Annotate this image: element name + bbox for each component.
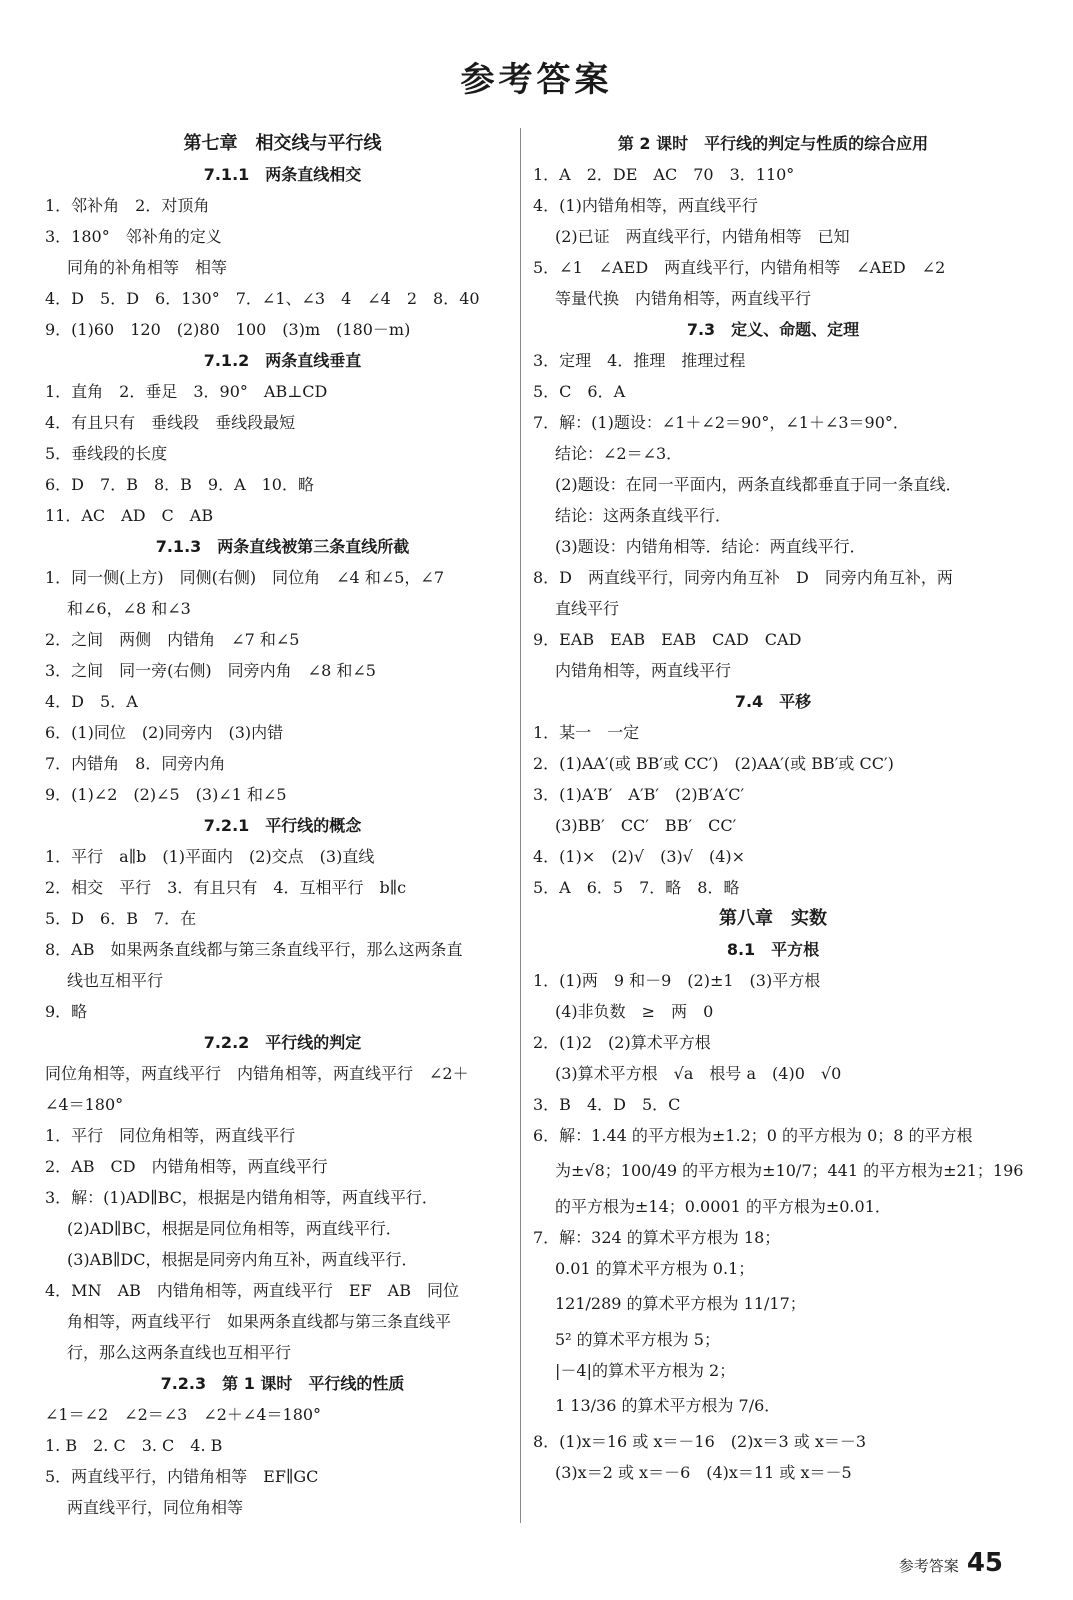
answer-line: 9．EAB EAB EAB CAD CAD [533,630,802,649]
answer-line: 2．之间 两侧 内错角 ∠7 和∠5 [45,630,300,649]
answer-line: 1 13/36 的算术平方根为 7/6． [555,1396,781,1415]
answer-line: 2．(1)AA′(或 BB′或 CC′) (2)AA′(或 BB′或 CC′) [533,754,894,773]
answer-line: 5² 的算术平方根为 5； [555,1330,720,1349]
answer-line: 4．(1)内错角相等，两直线平行 [533,196,758,215]
answer-line: (3)AB∥DC，根据是同旁内角互补，两直线平行． [67,1250,418,1269]
answer-line: 8．(1)x＝16 或 x＝－16 (2)x＝3 或 x＝－3 [533,1432,867,1451]
answer-line: 7．解：324 的算术平方根为 18； [533,1228,781,1247]
answer-line: (3)x＝2 或 x＝－6 (4)x＝11 或 x＝－5 [555,1463,852,1482]
section-heading: 7.1.3 两条直线被第三条直线所截 [155,537,410,556]
section-heading: 7.2.3 第 1 课时 平行线的性质 [160,1374,405,1393]
answer-line: 121/289 的算术平方根为 11/17； [555,1294,806,1313]
section-heading: 7.3 定义、命题、定理 [686,320,860,339]
section-heading: 7.1.2 两条直线垂直 [203,351,362,370]
section-heading: 7.4 平移 [734,692,812,711]
answer-line: 内错角相等，两直线平行 [555,661,732,680]
answer-line: 3．之间 同一旁(右侧) 同旁内角 ∠8 和∠5 [45,661,376,680]
answer-line: 5．两直线平行，内错角相等 EF∥GC [45,1467,319,1486]
answer-line: 4．有且只有 垂线段 垂线段最短 [45,413,296,432]
section-heading: 第八章 实数 [719,908,827,929]
answer-line: 2．(1)2 (2)算术平方根 [533,1033,711,1052]
answer-line: 5．D 6．B 7．在 [45,909,197,928]
answer-line: 1．同一侧(上方) 同侧(右侧) 同位角 ∠4 和∠5，∠7 [45,568,444,587]
answer-line: ∠4＝180° [45,1095,124,1114]
answer-line: 和∠6，∠8 和∠3 [67,599,191,618]
answer-line: 4．D 5．A [45,692,138,711]
answer-line: 3．(1)A′B′ A′B′ (2)B′A′C′ [533,785,745,804]
answer-line: 3．解：(1)AD∥BC，根据是内错角相等，两直线平行． [45,1188,438,1207]
answer-line: 角相等，两直线平行 如果两条直线都与第三条直线平 [67,1312,452,1331]
column-divider [520,128,521,1523]
answer-line: 4．D 5．D 6．130° 7．∠1、∠3 4 ∠4 2 8．40 [45,289,480,308]
answer-line: 行，那么这两条直线也互相平行 [67,1343,292,1362]
answer-line: 4．(1)× (2)√ (3)√ (4)× [533,847,746,866]
answer-line: 9．略 [45,1002,88,1021]
answer-line: 7．内错角 8．同旁内角 [45,754,226,773]
section-heading: 7.2.1 平行线的概念 [203,816,362,835]
answer-line: 2．AB CD 内错角相等，两直线平行 [45,1157,328,1176]
page-footer [899,1548,1003,1578]
answer-line: 6．解：1.44 的平方根为±1.2；0 的平方根为 0；8 的平方根 [533,1126,973,1145]
answer-line: 1．平行 a∥b (1)平面内 (2)交点 (3)直线 [45,847,375,866]
answer-line: 6．(1)同位 (2)同旁内 (3)内错 [45,723,284,742]
answer-line: 等量代换 内错角相等，两直线平行 [555,289,812,308]
answer-line: |－4|的算术平方根为 2； [555,1361,736,1380]
answer-line: (2)题设：在同一平面内，两条直线都垂直于同一条直线． [555,475,962,494]
answer-line: 结论：∠2＝∠3． [555,444,683,463]
answer-line: 1．直角 2．垂足 3．90° AB⊥CD [45,382,328,401]
answer-line: 9．(1)∠2 (2)∠5 (3)∠1 和∠5 [45,785,287,804]
answer-line: 的平方根为±14；0.0001 的平方根为±0.01． [555,1197,891,1216]
answer-line: 结论：这两条直线平行． [555,506,732,525]
section-heading: 第 2 课时 平行线的判定与性质的综合应用 [617,134,929,153]
page-title: 参考答案 [460,60,613,100]
section-heading: 第七章 相交线与平行线 [183,133,382,154]
answer-line: 1．A 2．DE AC 70 3．110° [533,165,795,184]
answer-line: 6．D 7．B 8．B 9．A 10．略 [45,475,314,494]
left-column [45,128,520,1523]
answer-line: 为±√8；100/49 的平方根为±10/7；441 的平方根为±21；196 [555,1161,1024,1180]
answer-line: 11．AC AD C AB [45,506,214,525]
answer-line: 3．定理 4．推理 推理过程 [533,351,746,370]
answer-line: 0.01 的算术平方根为 0.1； [555,1259,755,1278]
answer-line: 1．邻补角 2．对顶角 [45,196,210,215]
answer-line: (2)已证 两直线平行，内错角相等 已知 [555,227,850,246]
answer-line: (3)题设：内错角相等．结论：两直线平行． [555,537,866,556]
answer-line: 5．C 6．A [533,382,626,401]
answer-line: 同角的补角相等 相等 [67,258,228,277]
section-heading: 8.1 平方根 [726,940,820,959]
answer-line: 两直线平行，同位角相等 [67,1498,244,1517]
answer-line: (3)算术平方根 √a 根号 a (4)0 √0 [555,1064,842,1083]
answer-line: 9．(1)60 120 (2)80 100 (3)m (180－m) [45,320,411,339]
answer-line: 4．MN AB 内错角相等，两直线平行 EF AB 同位 [45,1281,459,1300]
right-column [533,128,1024,1488]
answer-line: 5．A 6．5 7．略 8．略 [533,878,740,897]
footer-label: 参考答案 [898,1557,959,1575]
answer-line: (2)AD∥BC，根据是同位角相等，两直线平行． [67,1219,402,1238]
answer-line: 1．某一 一定 [533,723,640,742]
section-heading: 7.1.1 两条直线相交 [203,165,362,184]
section-heading: 7.2.2 平行线的判定 [203,1033,362,1052]
answer-line: 直线平行 [555,599,620,618]
answer-line: 3．180° 邻补角的定义 [45,227,222,246]
answer-line: 1. B 2. C 3. C 4. B [45,1436,223,1455]
answer-line: 1．(1)两 9 和－9 (2)±1 (3)平方根 [533,971,821,990]
answer-line: ∠1＝∠2 ∠2＝∠3 ∠2＋∠4＝180° [45,1405,322,1424]
answer-line: 同位角相等，两直线平行 内错角相等，两直线平行 ∠2＋ [45,1064,469,1083]
answer-line: (4)非负数 ≥ 两 0 [555,1002,714,1021]
answer-line: 5．∠1 ∠AED 两直线平行，内错角相等 ∠AED ∠2 [533,258,946,277]
answer-line: (3)BB′ CC′ BB′ CC′ [555,816,737,835]
answer-line: 线也互相平行 [67,971,164,990]
answer-line: 2．相交 平行 3．有且只有 4．互相平行 b∥c [45,878,407,897]
answer-line: 7．解：(1)题设：∠1＋∠2＝90°，∠1＋∠3＝90°． [533,413,909,432]
answer-line: 5．垂线段的长度 [45,444,168,463]
answer-line: 8．AB 如果两条直线都与第三条直线平行，那么这两条直 [45,940,463,959]
answer-line: 8．D 两直线平行，同旁内角互补 D 同旁内角互补，两 [533,568,953,587]
page-number: 45 [966,1548,1003,1578]
answer-line: 1．平行 同位角相等，两直线平行 [45,1126,296,1145]
answer-line: 3．B 4．D 5．C [533,1095,681,1114]
